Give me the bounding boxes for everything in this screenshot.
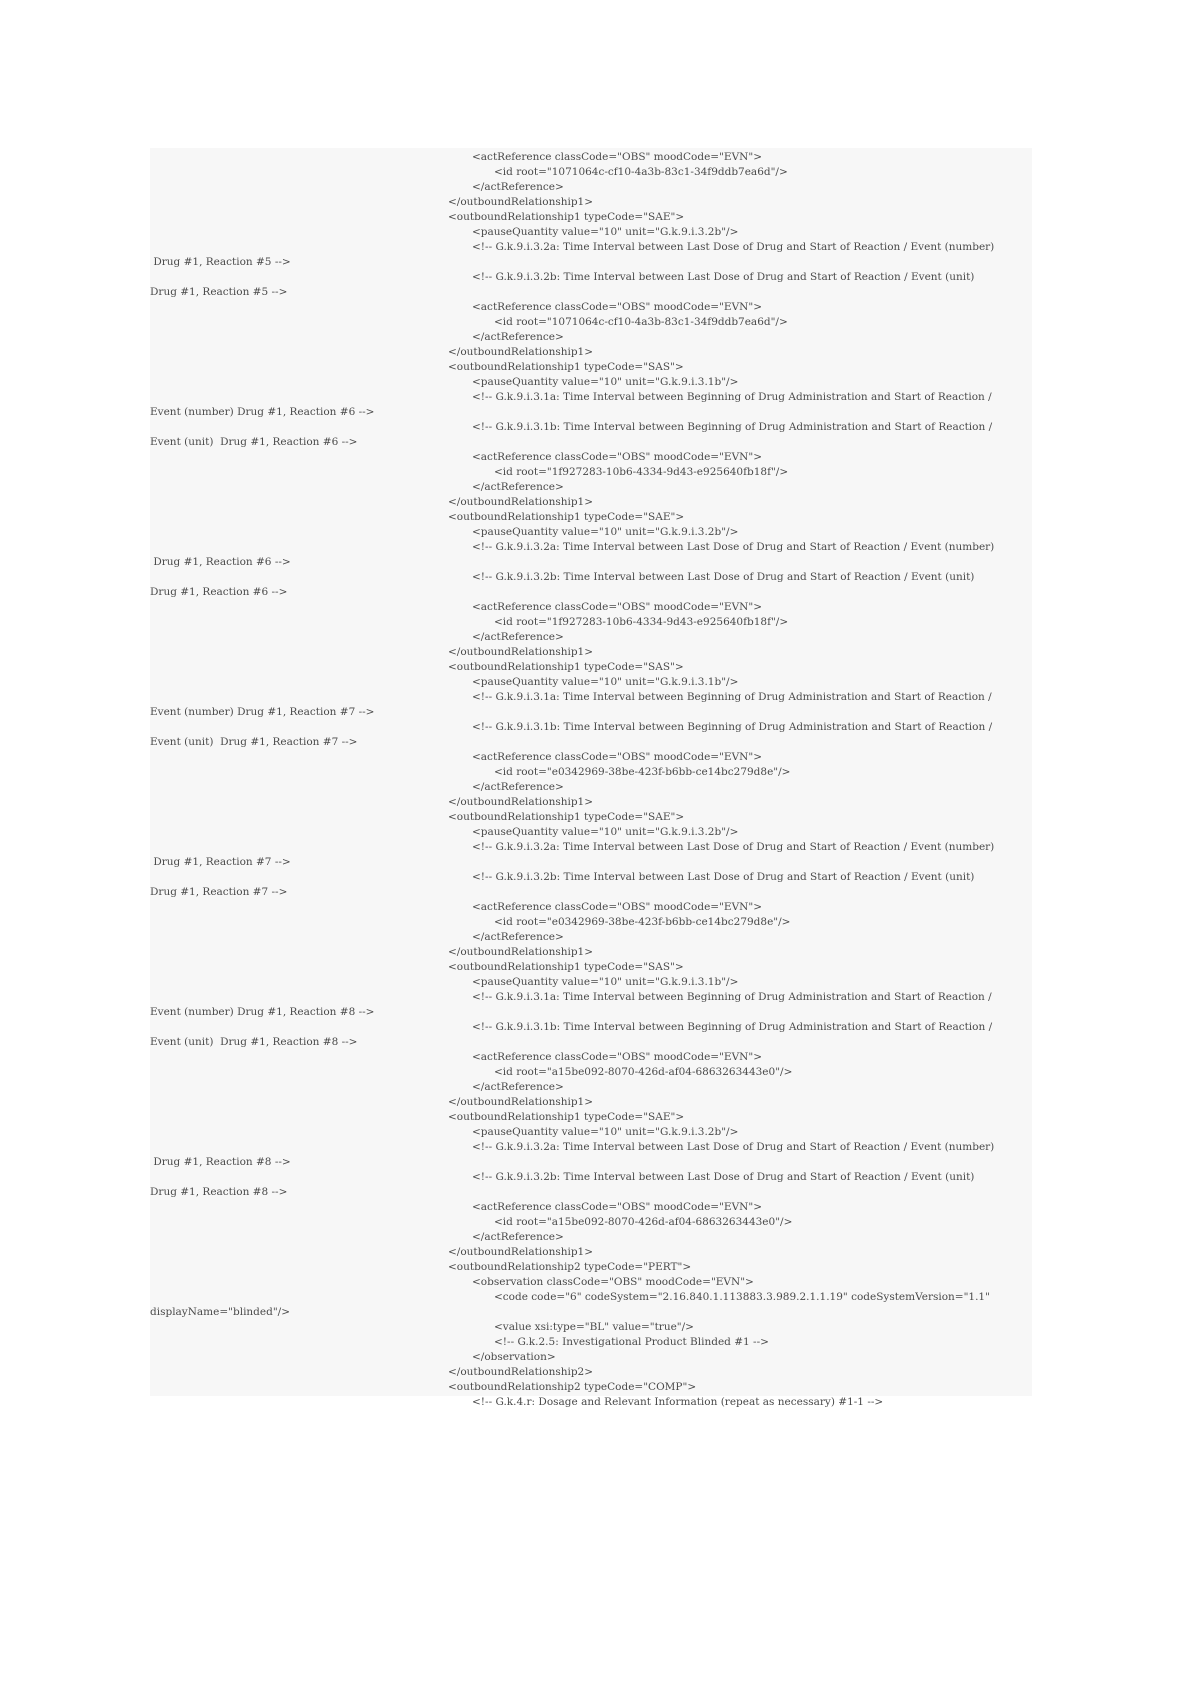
code-line: <!-- G.k.9.i.3.1b: Time Interval between Beginning of Drug Administration and Start of Reaction / (472, 721, 993, 733)
code-line: <!-- G.k.4.r: Dosage and Relevant Information (repeat as necessary) #1-1 --> (472, 1396, 884, 1408)
code-line: </actReference> (472, 181, 564, 193)
code-line: <!-- G.k.9.i.3.2a: Time Interval between Last Dose of Drug and Start of Reaction / Event (number) (472, 241, 995, 253)
wrapped-line: Drug #1, Reaction #7 --> (150, 856, 291, 868)
code-line: </actReference> (472, 931, 564, 943)
code-line: </actReference> (472, 781, 564, 793)
code-line: <outboundRelationship1 typeCode="SAS"> (448, 361, 684, 373)
wrapped-line: Event (unit) Drug #1, Reaction #8 --> (150, 1036, 358, 1048)
wrapped-line: Drug #1, Reaction #6 --> (150, 556, 291, 568)
code-line: <pauseQuantity value="10" unit="G.k.9.i.3.2b"/> (472, 1126, 739, 1138)
code-line: </outboundRelationship1> (448, 796, 594, 808)
code-line: </actReference> (472, 331, 564, 343)
code-line: <actReference classCode="OBS" moodCode="EVN"> (472, 1051, 762, 1063)
code-line: <id root="1f927283-10b6-4334-9d43-e925640fb18f"/> (494, 466, 789, 478)
code-line: </observation> (472, 1351, 556, 1363)
code-line: </outboundRelationship1> (448, 1096, 594, 1108)
code-line: <pauseQuantity value="10" unit="G.k.9.i.3.2b"/> (472, 826, 739, 838)
code-line: <!-- G.k.9.i.3.2a: Time Interval between Last Dose of Drug and Start of Reaction / Event (number) (472, 1141, 995, 1153)
code-line: </actReference> (472, 631, 564, 643)
code-line: </outboundRelationship1> (448, 496, 594, 508)
wrapped-line: Event (unit) Drug #1, Reaction #7 --> (150, 736, 358, 748)
code-line: <actReference classCode="OBS" moodCode="EVN"> (472, 1201, 762, 1213)
code-line: </outboundRelationship1> (448, 646, 594, 658)
code-line: <pauseQuantity value="10" unit="G.k.9.i.3.1b"/> (472, 676, 739, 688)
code-line: </actReference> (472, 1231, 564, 1243)
wrapped-line: displayName="blinded"/> (150, 1306, 291, 1318)
code-line: <actReference classCode="OBS" moodCode="EVN"> (472, 451, 762, 463)
code-line: <!-- G.k.9.i.3.1b: Time Interval between Beginning of Drug Administration and Start of Reaction / (472, 421, 993, 433)
code-line: <pauseQuantity value="10" unit="G.k.9.i.3.2b"/> (472, 526, 739, 538)
code-line: </outboundRelationship1> (448, 346, 594, 358)
code-line: </outboundRelationship1> (448, 946, 594, 958)
wrapped-line: Drug #1, Reaction #7 --> (150, 886, 288, 898)
code-line: <id root="1f927283-10b6-4334-9d43-e925640fb18f"/> (494, 616, 789, 628)
wrapped-line: Drug #1, Reaction #8 --> (150, 1186, 288, 1198)
code-line: <outboundRelationship1 typeCode="SAE"> (448, 1111, 685, 1123)
code-line: </outboundRelationship1> (448, 1246, 594, 1258)
code-line: <outboundRelationship1 typeCode="SAS"> (448, 661, 684, 673)
code-line: <!-- G.k.9.i.3.2a: Time Interval between Last Dose of Drug and Start of Reaction / Event (number) (472, 541, 995, 553)
code-line: <id root="e0342969-38be-423f-b6bb-ce14bc279d8e"/> (494, 916, 791, 928)
wrapped-line: Drug #1, Reaction #8 --> (150, 1156, 291, 1168)
code-line: <actReference classCode="OBS" moodCode="EVN"> (472, 751, 762, 763)
code-line: <!-- G.k.9.i.3.1a: Time Interval between Beginning of Drug Administration and Start of Reaction / (472, 691, 992, 703)
code-line: <outboundRelationship1 typeCode="SAE"> (448, 511, 685, 523)
wrapped-line: Drug #1, Reaction #6 --> (150, 586, 288, 598)
wrapped-line: Event (number) Drug #1, Reaction #7 --> (150, 706, 375, 718)
code-line: <!-- G.k.9.i.3.2b: Time Interval between Last Dose of Drug and Start of Reaction / Event (unit) (472, 1171, 975, 1183)
code-line: <pauseQuantity value="10" unit="G.k.9.i.3.1b"/> (472, 976, 739, 988)
code-line: <id root="e0342969-38be-423f-b6bb-ce14bc279d8e"/> (494, 766, 791, 778)
code-line: <actReference classCode="OBS" moodCode="EVN"> (472, 601, 762, 613)
code-line: <outboundRelationship1 typeCode="SAE"> (448, 211, 685, 223)
code-line: <id root="1071064c-cf10-4a3b-83c1-34f9ddb7ea6d"/> (494, 316, 788, 328)
code-line: <!-- G.k.2.5: Investigational Product Blinded #1 --> (494, 1336, 769, 1348)
wrapped-line: Drug #1, Reaction #5 --> (150, 286, 288, 298)
code-line: <!-- G.k.9.i.3.1a: Time Interval between Beginning of Drug Administration and Start of Reaction / (472, 391, 992, 403)
code-line: <!-- G.k.9.i.3.1a: Time Interval between Beginning of Drug Administration and Start of Reaction / (472, 991, 992, 1003)
code-line: <value xsi:type="BL" value="true"/> (494, 1321, 694, 1333)
code-line: </outboundRelationship1> (448, 196, 594, 208)
code-line: <pauseQuantity value="10" unit="G.k.9.i.3.2b"/> (472, 226, 739, 238)
code-line: <!-- G.k.9.i.3.2b: Time Interval between Last Dose of Drug and Start of Reaction / Event (unit) (472, 271, 975, 283)
code-line: </actReference> (472, 1081, 564, 1093)
code-line: <pauseQuantity value="10" unit="G.k.9.i.3.1b"/> (472, 376, 739, 388)
code-line: <code code="6" codeSystem="2.16.840.1.113883.3.989.2.1.1.19" codeSystemVersion="1.1" (494, 1291, 990, 1303)
code-line: <!-- G.k.9.i.3.2b: Time Interval between Last Dose of Drug and Start of Reaction / Event (unit) (472, 871, 975, 883)
code-line: <outboundRelationship1 typeCode="SAS"> (448, 961, 684, 973)
code-line: <id root="1071064c-cf10-4a3b-83c1-34f9ddb7ea6d"/> (494, 166, 788, 178)
code-line: <!-- G.k.9.i.3.2a: Time Interval between Last Dose of Drug and Start of Reaction / Event (number) (472, 841, 995, 853)
wrapped-line: Drug #1, Reaction #5 --> (150, 256, 291, 268)
code-line: <outboundRelationship2 typeCode="COMP"> (448, 1381, 697, 1393)
code-line: <actReference classCode="OBS" moodCode="EVN"> (472, 301, 762, 313)
code-line: <id root="a15be092-8070-426d-af04-6863263443e0"/> (494, 1066, 793, 1078)
code-line: <!-- G.k.9.i.3.1b: Time Interval between Beginning of Drug Administration and Start of Reaction / (472, 1021, 993, 1033)
code-line: </outboundRelationship2> (448, 1366, 594, 1378)
code-line: <actReference classCode="OBS" moodCode="EVN"> (472, 901, 762, 913)
wrapped-line: Event (number) Drug #1, Reaction #6 --> (150, 406, 375, 418)
code-line: <actReference classCode="OBS" moodCode="EVN"> (472, 151, 762, 163)
code-line: <outboundRelationship2 typeCode="PERT"> (448, 1261, 692, 1273)
code-line: </actReference> (472, 481, 564, 493)
code-line: <outboundRelationship1 typeCode="SAE"> (448, 811, 685, 823)
code-line: <id root="a15be092-8070-426d-af04-6863263443e0"/> (494, 1216, 793, 1228)
wrapped-line: Event (number) Drug #1, Reaction #8 --> (150, 1006, 375, 1018)
code-line: <observation classCode="OBS" moodCode="EVN"> (472, 1276, 754, 1288)
code-line: <!-- G.k.9.i.3.2b: Time Interval between Last Dose of Drug and Start of Reaction / Event (unit) (472, 571, 975, 583)
wrapped-line: Event (unit) Drug #1, Reaction #6 --> (150, 436, 358, 448)
